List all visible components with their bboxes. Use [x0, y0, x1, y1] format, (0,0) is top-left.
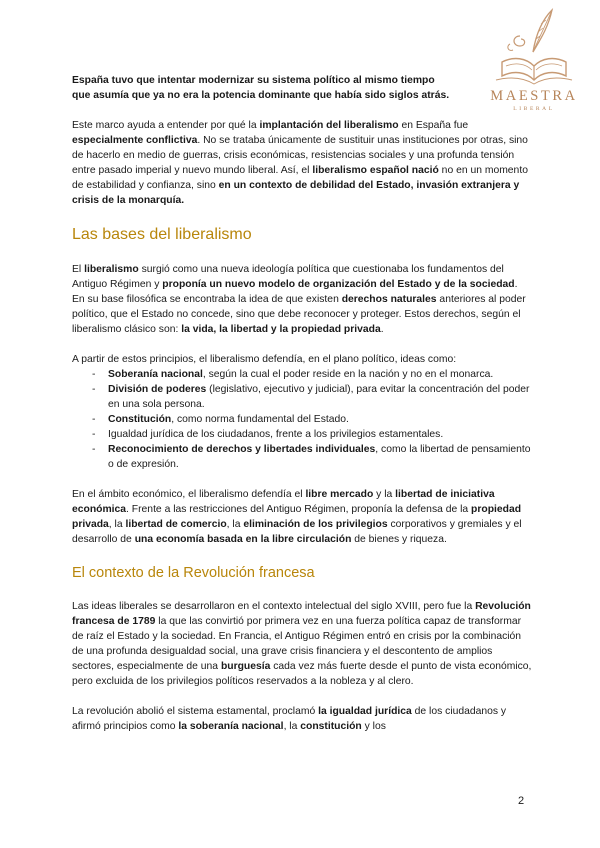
page-number: 2 [518, 795, 525, 807]
section2-paragraph-2: La revolución abolió el sistema estamental, proclamó la igualdad jurídica de los ciudadanos y afirmó principios como la soberanía nacional, la constitución y los [72, 706, 507, 732]
section1-paragraph-1: El liberalismo surgió como una nueva ideología política que cuestionaba los fundamentos del Antiguo Régimen y proponía un nuevo modelo de organización del Estado y de la sociedad. En su base filosófica se encontraba la idea de que existen derechos naturales anteriores al poder político, que el Estado no concede, sino que debe reconocer y proteger. Estos derechos, según el liberalismo clásico son: la vida, la libertad y la propiedad privada. [72, 264, 526, 335]
section1-paragraph-economy: En el ámbito económico, el liberalismo defendía el libre mercado y la libertad de iniciativa económica. Frente a las restricciones del Antiguo Régimen, proponía la defensa de la propiedad privada, la libertad de comercio, la eliminación de los privilegios corporativos y gremiales y el desarrollo de una economía basada en la libre circulación de bienes y riqueza. [72, 489, 522, 545]
list-item: - Reconocimiento de derechos y libertades individuales, como la libertad de pensamiento o de expresión. [72, 442, 532, 472]
document-body [72, 73, 532, 734]
brand-name: MAESTRA [490, 88, 578, 104]
list-item: - División de poderes (legislativo, ejecutivo y judicial), para evitar la concentración del poder en una sola persona. [72, 382, 532, 412]
intro-paragraph: Este marco ayuda a entender por qué la implantación del liberalismo en España fue especialmente conflictiva. No se trataba únicamente de sustituir unas instituciones por otras, sino de hacerlo en medio de guerras, crisis económicas, resistencias sociales y una profunda tensión entre pasado imperial y nuevo mundo liberal. Así, el liberalismo español nació no en un momento de estabilidad y confianza, sino en un contexto de debilidad del Estado, invasión extranjera y crisis de la monarquía. [72, 120, 528, 206]
section1-list-intro: A partir de estos principios, el liberalismo defendía, en el plano político, ideas como: [72, 354, 457, 365]
list-item: - Constitución, como norma fundamental del Estado. [72, 412, 532, 427]
list-item: - Igualdad jurídica de los ciudadanos, frente a los privilegios estamentales. [72, 427, 532, 442]
section-heading-bases: Las bases del liberalismo [72, 226, 252, 243]
intro-lead-line-2: que asumía que ya no era la potencia dominante que había sido siglos atrás. [72, 90, 450, 101]
list-item: - Soberanía nacional, según la cual el poder reside en la nación y no en el monarca. [72, 367, 532, 382]
brand-tagline: LIBERAL [513, 106, 555, 112]
intro-lead [72, 73, 532, 103]
section-heading-revolution: El contexto de la Revolución francesa [72, 565, 315, 581]
intro-lead-line-1: España tuvo que intentar modernizar su sistema político al mismo tiempo [72, 75, 435, 86]
section2-paragraph-1: Las ideas liberales se desarrollaron en el contexto intelectual del siglo XVIII, pero fue la Revolución francesa de 1789 la que las convirtió por primera vez en una fuerza política capaz de transformar de raíz el Estado y la sociedad. En Francia, el Antiguo Régimen entró en crisis por la combinación de una profunda desigualdad social, una grave crisis financiera y el descontento de amplios sectores, especialmente de una burguesía cada vez más fuerte desde el punto de vista económico, pero excluida de los privilegios políticos reservados a la nobleza y al clero. [72, 601, 532, 687]
political-ideas-list [72, 367, 532, 472]
